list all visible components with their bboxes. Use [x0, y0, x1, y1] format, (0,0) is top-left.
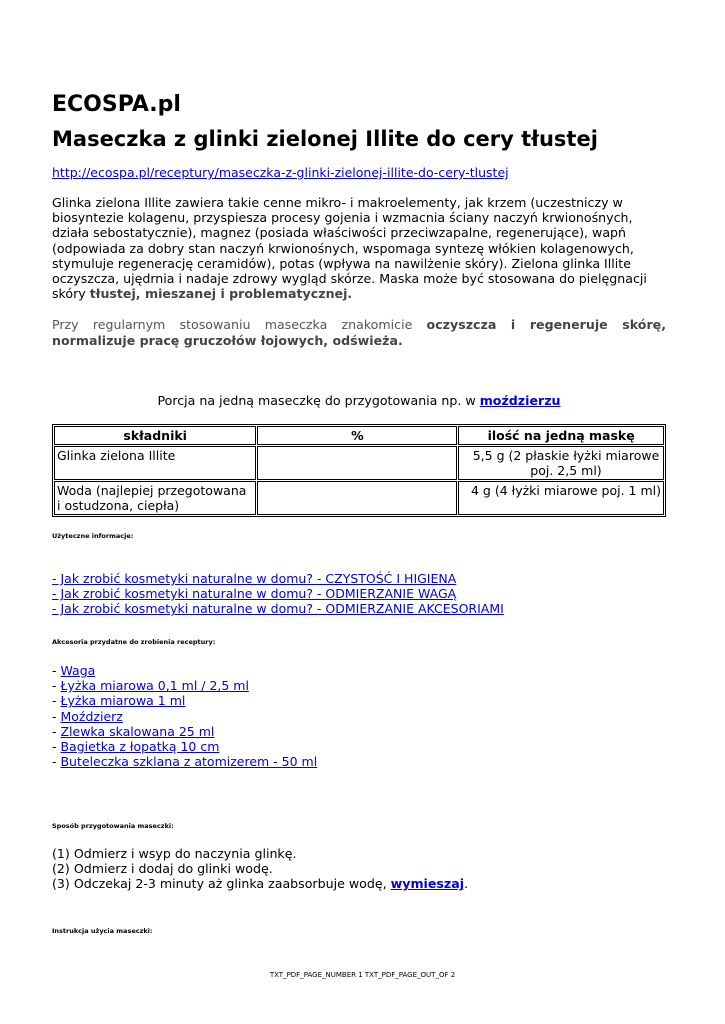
mix-link[interactable]: wymieszaj [390, 876, 465, 892]
list-dash: - [52, 754, 61, 770]
list-dash: - [52, 739, 61, 755]
list-dash: - [52, 678, 61, 694]
link-mortar[interactable]: Moździerz [60, 708, 123, 724]
cell-ingredient: Woda (najlepiej przegotowana i ostudzona, ciepła) [54, 481, 256, 515]
list-dash: - [52, 708, 61, 724]
list-dash: - [52, 663, 61, 678]
mortar-link[interactable]: moździerzu [479, 393, 561, 408]
ingredients-table [52, 424, 666, 517]
description-text: Glinka zielona Illite zawiera takie cenne mikro- i makroelementy, jak krzem (uczestniczy w biosyntezie kolagenu, przyspiesza procesy gojenia i wzmacnia ściany naczyń krwionośnych, działa sebostatycznie), magnez (posiada właściwości przeciwzapalne, regenerujące), wapń (odpowiada za dobry stan naczyń krwionośnych, wspomaga syntezę włókien kolagenowych, stymuluje regenerację ceramidów), potas (wpływa na nawilżenie skóry). Zielona glinka Illite oczyszcza, ujędrnia i nadaje zdrowy wygląd skórze. Maska może być stosowana do pielęgnacji skóry [52, 195, 647, 302]
list-item [52, 693, 317, 708]
regular-use-emphasis: oczyszcza i regeneruje skórę, normalizuje pracę gruczołów łojowych, odświeża. [52, 317, 666, 348]
link-atomizer-bottle[interactable]: Buteleczka szklana z atomizerem - 50 ml [60, 754, 318, 770]
regular-use-text: Przy regularnym stosowaniu maseczka znakomicie [52, 317, 427, 332]
accessories-list [52, 663, 317, 769]
description-emphasis: tłustej, mieszanej i problematycznej. [89, 286, 353, 302]
header-ingredients: składniki [54, 426, 256, 445]
page-footer: TXT_PDF_PAGE_NUMBER 1 TXT_PDF_PAGE_OUT_OF 2 [269, 971, 456, 979]
link-spoon-01-25[interactable]: Łyżka miarowa 0,1 ml / 2,5 ml [60, 678, 249, 694]
list-item [52, 724, 317, 739]
portion-text: Porcja na jedną maseczkę do przygotowania np. w [157, 393, 480, 408]
preparation-heading: Sposób przygotowania maseczki: [52, 822, 174, 830]
list-dash: - [52, 723, 61, 739]
link-scale[interactable]: Waga [60, 663, 96, 678]
step3-text: (3) Odczekaj 2-3 minuty aż glinka zaabsorbuje wodę, [52, 876, 391, 892]
list-dash: - [52, 693, 61, 709]
cell-amount-text: 5,5 g (2 płaskie łyżki miarowe poj. 2,5 ml) [472, 448, 660, 478]
portion-line [52, 393, 666, 408]
cell-percent [257, 446, 457, 480]
cell-ingredient: Glinka zielona Illite [54, 446, 256, 480]
step-item: (2) Odmierz i dodaj do glinki wodę. [52, 861, 273, 877]
preparation-steps [52, 846, 468, 892]
description-paragraph [52, 195, 666, 301]
header-amount: ilość na jedną maskę [458, 426, 664, 445]
step-item [52, 876, 468, 891]
list-item [52, 571, 504, 586]
list-item [52, 601, 504, 616]
list-item [52, 678, 317, 693]
accessories-heading: Akcesoria przydatne do zrobienia receptury: [52, 638, 216, 646]
step-item: (1) Odmierz i wsyp do naczynia glinkę. [52, 846, 297, 861]
list-item [52, 739, 317, 754]
source-link[interactable]: http://ecospa.pl/receptury/maseczka-z-glinki-zielonej-illite-do-cery-tlustej [52, 165, 509, 180]
table-header-row [54, 426, 664, 445]
link-beaker[interactable]: Zlewka skalowana 25 ml [60, 723, 215, 739]
regular-use-paragraph [52, 317, 666, 348]
link-stirring-rod[interactable]: Bagietka z łopatką 10 cm [60, 739, 220, 755]
site-title: ECOSPA.pl [52, 92, 181, 117]
table-row [54, 481, 664, 515]
link-cleanliness[interactable]: - Jak zrobić kosmetyki naturalne w domu? - CZYSTOŚĆ I HIGIENA [52, 571, 457, 586]
usage-heading: Instrukcja użycia maseczki: [52, 927, 153, 935]
doc-title: Maseczka z glinki zielonej Illite do cery tłustej [52, 127, 598, 151]
list-item [52, 586, 504, 601]
list-item [52, 663, 317, 678]
list-item [52, 709, 317, 724]
link-spoon-1[interactable]: Łyżka miarowa 1 ml [60, 693, 186, 709]
link-weighing[interactable]: - Jak zrobić kosmetyki naturalne w domu? - ODMIERZANIE WAGĄ [52, 586, 457, 602]
useful-info-heading: Użyteczne informacje: [52, 532, 134, 540]
header-percent: % [257, 426, 457, 445]
useful-links-list [52, 571, 504, 617]
cell-amount: 4 g (4 łyżki miarowe poj. 1 ml) [458, 481, 664, 515]
list-item [52, 754, 317, 769]
table-row [54, 446, 664, 480]
link-accessories-measuring[interactable]: - Jak zrobić kosmetyki naturalne w domu? - ODMIERZANIE AKCESORIAMI [52, 601, 504, 617]
step3-end: . [464, 876, 469, 892]
cell-percent [257, 481, 457, 515]
cell-amount [458, 446, 664, 480]
